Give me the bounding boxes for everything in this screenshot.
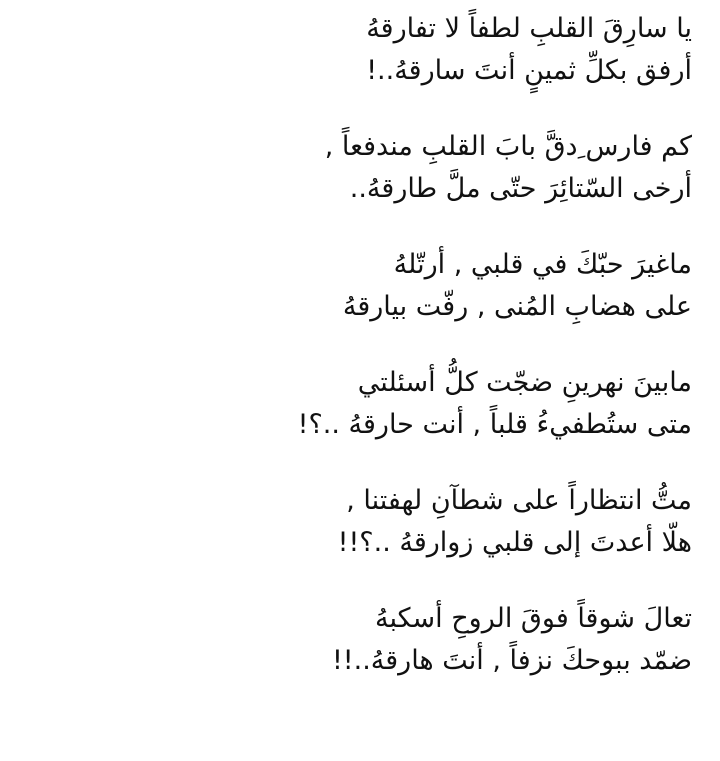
poem-line: ماغيرَ حبّكَ في قلبي , أرتّلهُ bbox=[393, 249, 692, 280]
stanza-5 bbox=[0, 480, 692, 564]
stanza-6 bbox=[0, 598, 692, 682]
stanza-2 bbox=[0, 126, 692, 210]
stanza-3 bbox=[0, 244, 692, 328]
poem-line: متُّ انتظاراً على شطآنِ لهفتنا , bbox=[346, 485, 692, 516]
poem-line: متى ستُطفيءُ قلباً , أنت حارقهُ ..؟! bbox=[297, 409, 692, 440]
stanza-4 bbox=[0, 362, 692, 446]
poem-line: كم فارس ِدقَّ بابَ القلبِ مندفعاً , bbox=[324, 131, 692, 162]
poem-line: ضمّد ببوحكَ نزفاً , أنتَ هارقهُ..!! bbox=[331, 645, 692, 676]
poem-line: أرفق بكلِّ ثمينٍ أنتَ سارقهُ..! bbox=[366, 55, 692, 86]
poem-line: على هضابِ المُنى , رفّت بيارقهُ bbox=[342, 291, 692, 322]
poem-line: يا سارِقَ القلبِ لطفاً لا تفارقهُ bbox=[366, 13, 692, 44]
poem-line: تعالَ شوقاً فوقَ الروحِ أسكبهُ bbox=[375, 603, 692, 634]
poem-line: هلّا أعدتَ إلى قلبي زوارقهُ ..؟!! bbox=[337, 527, 692, 558]
stanza-1 bbox=[0, 8, 692, 92]
poem-line: مابينَ نهرينِ ضجّت كلُّ أسئلتي bbox=[357, 367, 692, 398]
poem-line: أرخى السّتائِرَ حتّى ملَّ طارقهُ.. bbox=[349, 173, 692, 204]
